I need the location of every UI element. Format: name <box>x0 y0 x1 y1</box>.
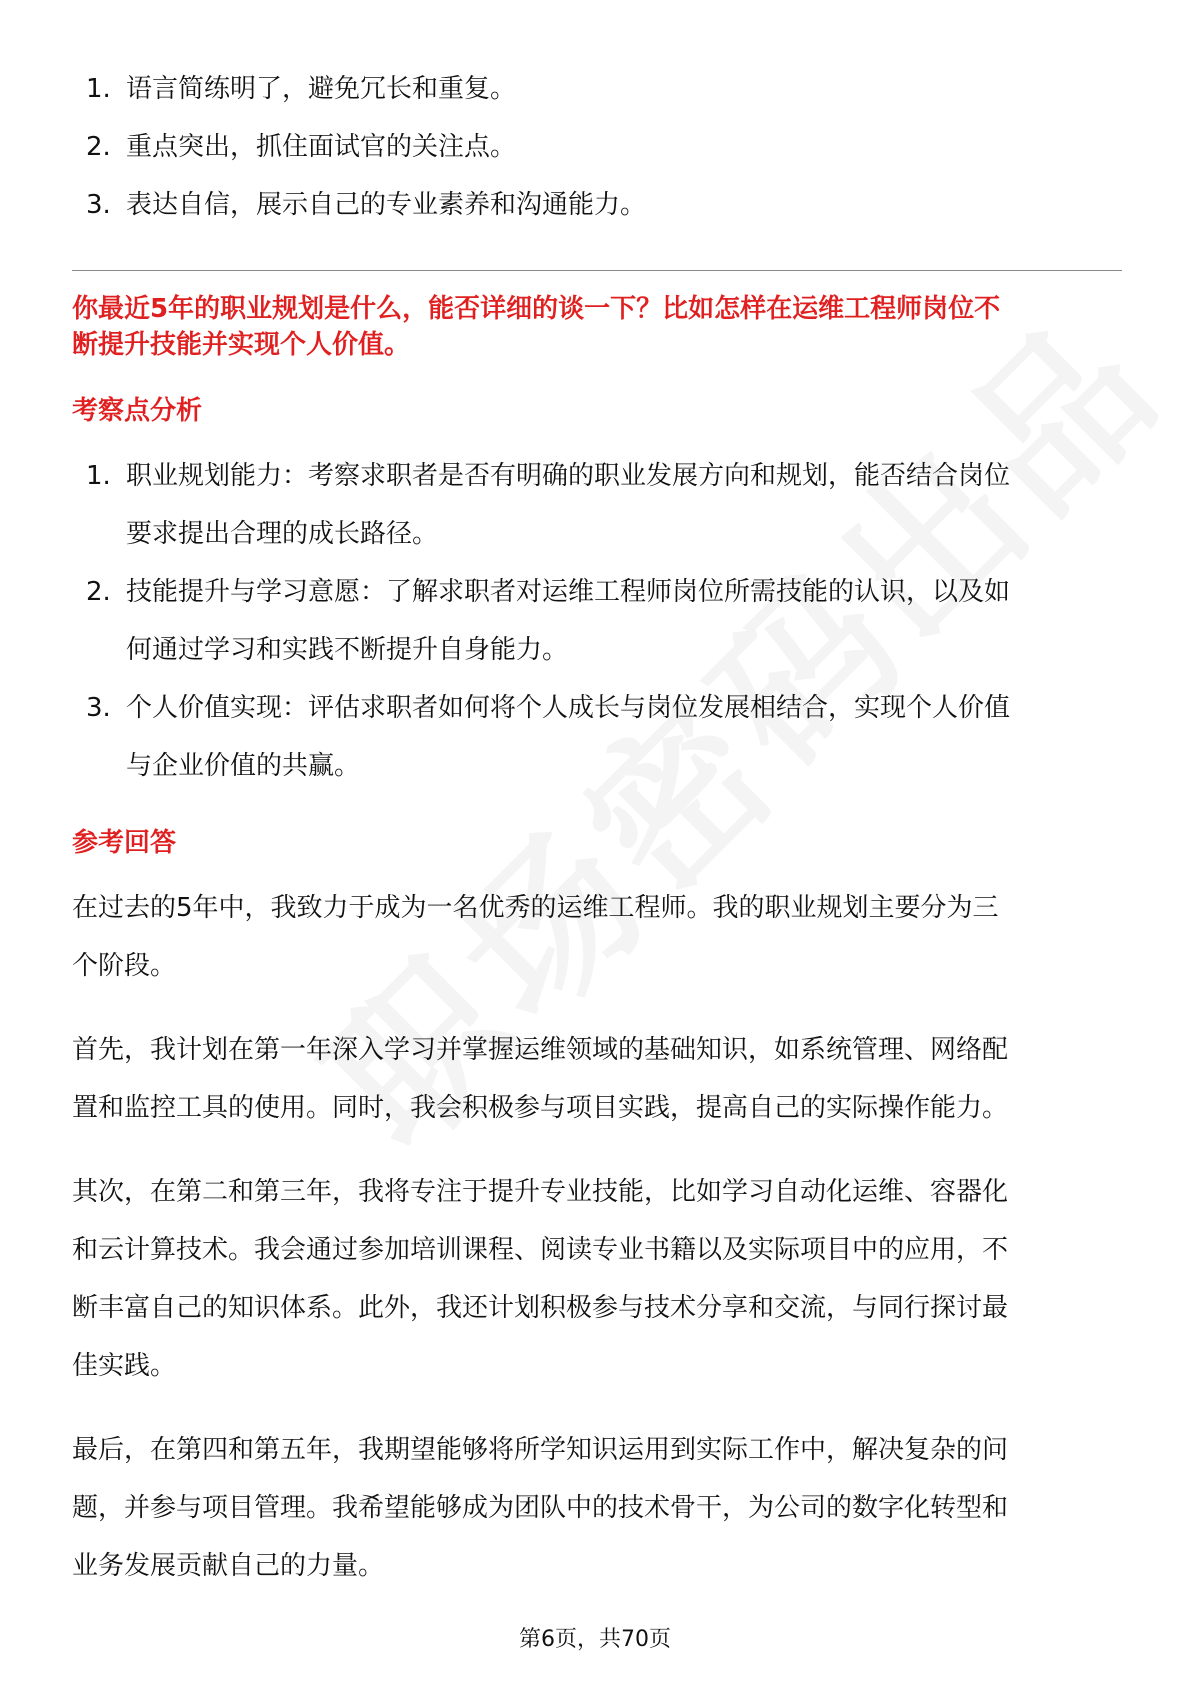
list-item-text: 语言简练明了，避免冗长和重复。 <box>126 74 517 104</box>
paragraph-line: 置和监控工具的使用。同时，我会积极参与项目实践，提高自己的实际操作能力。 <box>72 1093 1009 1123</box>
answer-paragraph <box>72 1021 1122 1137</box>
paragraph-line: 佳实践。 <box>72 1351 177 1381</box>
list-item-text: 表达自信，展示自己的专业素养和沟通能力。 <box>126 190 647 220</box>
interview-question <box>72 291 1122 363</box>
answer-paragraph <box>72 1421 1122 1595</box>
list-item-number: 2. <box>86 577 111 607</box>
list-item-text: 要求提出合理的成长路径。 <box>126 519 439 549</box>
list-item-text: 重点突出，抓住面试官的关注点。 <box>126 132 517 162</box>
paragraph-line: 首先，我计划在第一年深入学习并掌握运维领域的基础知识，如系统管理、网络配 <box>72 1035 1009 1065</box>
answer-heading: 参考回答 <box>72 828 177 858</box>
list-item <box>72 447 1122 563</box>
list-item-number: 1. <box>86 74 111 104</box>
list-item-text: 职业规划能力：考察求职者是否有明确的职业发展方向和规划，能否结合岗位 <box>126 461 1011 491</box>
list-item <box>72 176 1122 234</box>
list-item <box>72 118 1122 176</box>
list-item <box>72 563 1122 679</box>
paragraph-line: 最后，在第四和第五年，我期望能够将所学知识运用到实际工作中，解决复杂的问 <box>72 1435 1009 1465</box>
page-number-footer: 第6页，共70页 <box>519 1627 671 1652</box>
list-item-number: 2. <box>86 132 111 162</box>
question-line: 你最近5年的职业规划是什么，能否详细的谈一下？比如怎样在运维工程师岗位不 <box>72 294 1001 324</box>
answer-paragraph <box>72 1163 1122 1395</box>
paragraph-line: 业务发展贡献自己的力量。 <box>72 1551 385 1581</box>
paragraph-line: 个阶段。 <box>72 951 177 981</box>
list-item-number: 1. <box>86 461 111 491</box>
paragraph-line: 在过去的5年中，我致力于成为一名优秀的运维工程师。我的职业规划主要分为三 <box>72 893 999 923</box>
page-content <box>72 60 1122 1621</box>
list-item <box>72 60 1122 118</box>
paragraph-line: 断丰富自己的知识体系。此外，我还计划积极参与技术分享和交流，与同行探讨最 <box>72 1293 1009 1323</box>
list-item-text: 与企业价值的共赢。 <box>126 751 361 781</box>
list-item <box>72 679 1122 795</box>
question-line: 断提升技能并实现个人价值。 <box>72 330 411 360</box>
answer-paragraph <box>72 879 1122 995</box>
analysis-list <box>72 447 1122 795</box>
list-item-text: 技能提升与学习意愿：了解求职者对运维工程师岗位所需技能的认识，以及如 <box>126 577 1011 607</box>
list-item-number: 3. <box>86 190 111 220</box>
section-divider <box>72 270 1122 271</box>
list-item-number: 3. <box>86 693 111 723</box>
list-item-text: 个人价值实现：评估求职者如何将个人成长与岗位发展相结合，实现个人价值 <box>126 693 1011 723</box>
list-item-text: 何通过学习和实践不断提升自身能力。 <box>126 635 569 665</box>
analysis-heading: 考察点分析 <box>72 396 203 426</box>
paragraph-line: 和云计算技术。我会通过参加培训课程、阅读专业书籍以及实际项目中的应用，不 <box>72 1235 1009 1265</box>
paragraph-line: 其次，在第二和第三年，我将专注于提升专业技能，比如学习自动化运维、容器化 <box>72 1177 1009 1207</box>
paragraph-line: 题，并参与项目管理。我希望能够成为团队中的技术骨干，为公司的数字化转型和 <box>72 1493 1009 1523</box>
intro-list <box>72 60 1122 234</box>
